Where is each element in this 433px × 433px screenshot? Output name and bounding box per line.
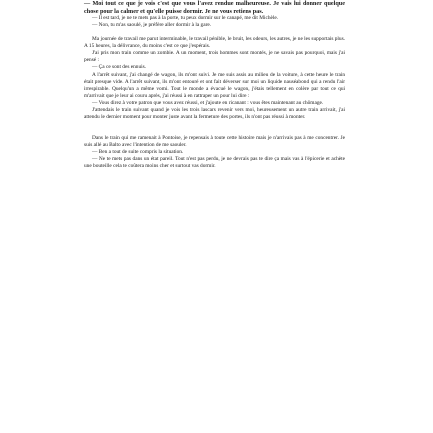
- paragraph-2: — Il est tard, je ne te mets pas à la porte, tu peux dormir sur le canapé, me dit Michèle.: [92, 15, 279, 22]
- paragraph-11: — Ben a tout de suite compris la situation.: [92, 148, 184, 155]
- paragraph-4: Ma journée de travail me parut interminable, le travail pénible, le bruit, les odeurs, les autres, je ne les supportais plus. A 15 heures, la délivrance, du moins c'est ce que j'espérais.: [84, 36, 345, 50]
- paragraph-1: — Moi tout ce que je vois c'est que vous l'avez rendue malheureuse. Je vais lui donner quelque chose pour la calmer et qu'elle puisse dormir. Je ne vous retiens pas.: [84, 0, 345, 15]
- paragraph-9: J'attendais le train suivant quand je vois les trois lascars revenir vers moi, heureusement un autre train arrivait, j'ai attendu le dernier moment pour monter juste avant la fermeture des portes, ils n'ont pas réussi à monter.: [84, 106, 345, 120]
- section-gap: [84, 29, 345, 36]
- paragraph-6: — Ça ce sont des ennuis.: [92, 64, 147, 71]
- paragraph-10: Dans le train qui me ramenait à Pontoise, je repensais à toute cette histoire mais je n'arrivais pas à me concentrer. Je suis allé au Balto avec l'intention de me saouler.: [84, 134, 345, 148]
- paragraph-8: — Vous direz à votre patron que vous avez réussi, et j'ajoute en ricanant : vous êtes maintenant au chômage.: [92, 99, 324, 106]
- paragraph-7: A l'arrêt suivant, j'ai changé de wagon, ils m'ont suivi. Je me suis assis au milieu de la voiture, à cette heure le train était presque vide. A l'arrêt suivant, ils m'ont entouré et ont fait déverser sur moi un liquide nauséabond qui a rendu l'air irrespirable. Quelqu'un a même vomi. Tout le monde a évacué le wagon, j'étais tellement en colère par tout ce qui m'arrivait que je leur ai couru après, j'ai réussi à en rattraper un pour lui dire :: [84, 71, 345, 99]
- paragraph-12: — Ne te mets pas dans un état pareil. Tout n'est pas perdu, je ne devrais pas te dire ça mais vas à l'épicerie et achète une bouteille cela te coûtera moins cher et surtout vas dormir.: [84, 155, 345, 170]
- paragraph-5: J'ai pris mon train comme un zombie. A un moment, trois hommes sont montés, je ne savais pas pourquoi, mais j'ai pensé :: [84, 50, 345, 64]
- section-gap: [84, 121, 345, 135]
- paragraph-3: — Non, tu m'as saoulé, je préfère aller dormir à la gare.: [92, 22, 212, 29]
